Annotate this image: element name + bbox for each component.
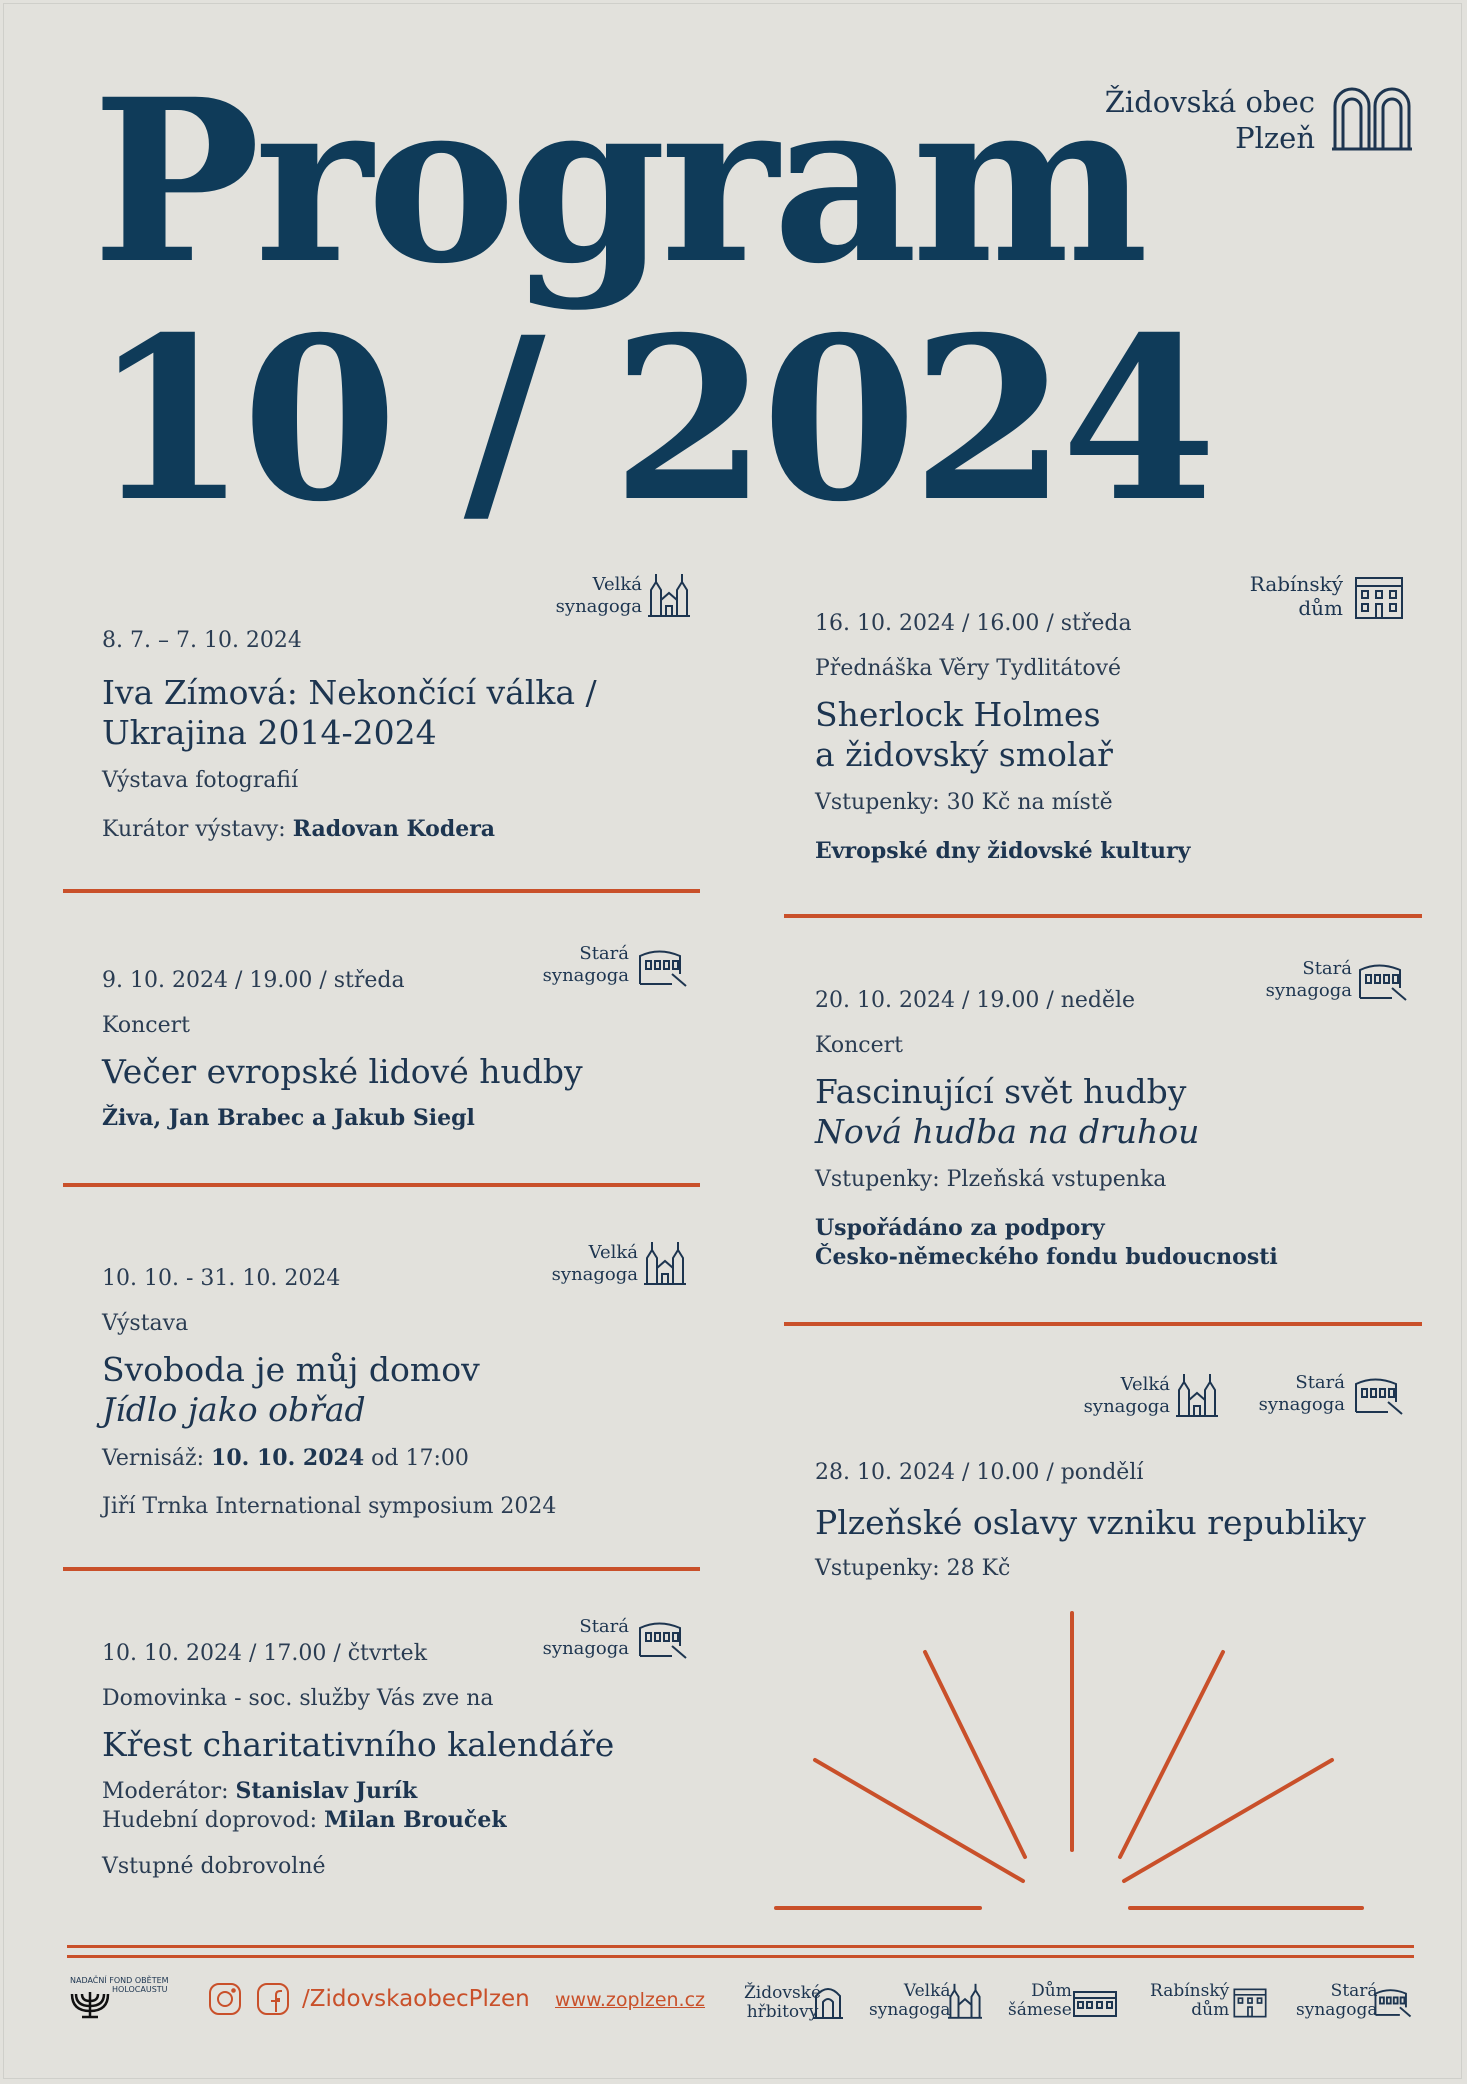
event-folk-concert bbox=[102, 968, 583, 1133]
event-note-line2: Česko-německého fondu budoucnosti bbox=[815, 1244, 1278, 1270]
event-entry: Vstupné dobrovolné bbox=[102, 1854, 326, 1879]
footer-place-old-synagogue: Stará synagoga bbox=[1296, 1981, 1378, 2020]
old-synagogue-icon bbox=[638, 946, 688, 988]
great-synagogue-icon bbox=[644, 1238, 686, 1286]
event-note: Evropské dny židovské kultury bbox=[815, 838, 1191, 864]
org-name bbox=[1105, 84, 1315, 156]
event-concert-fascinating bbox=[815, 988, 1278, 1272]
org-name-line1: Židovská obec bbox=[1104, 85, 1315, 119]
facebook-link[interactable]: /ZidovskaobecPlzen bbox=[302, 1986, 530, 2012]
event-tickets: Vstupenky: Plzeňská vstupenka bbox=[815, 1167, 1167, 1192]
event-vernissage: Vernisáž: 10. 10. 2024 od 17:00 bbox=[102, 1445, 469, 1471]
event-title-line1: Iva Zímová: Nekončící válka / bbox=[102, 673, 597, 712]
location-label: Stará synagoga bbox=[1265, 958, 1352, 1001]
great-synagogue-icon bbox=[948, 1980, 982, 2020]
event-date: 16. 10. 2024 / 16.00 / středa bbox=[815, 611, 1132, 636]
event-title: Křest charitativního kalendáře bbox=[102, 1725, 615, 1764]
event-title-line2: Ukrajina 2014-2024 bbox=[102, 713, 437, 752]
footer-place-rabbi-house: Rabínský dům bbox=[1150, 1981, 1230, 2020]
menorah-icon bbox=[70, 1990, 110, 2020]
event-title-italic: Nová hudba na druhou bbox=[815, 1112, 1200, 1151]
program-title: Program bbox=[92, 50, 1143, 313]
event-title: Fascinující svět hudby bbox=[815, 1072, 1187, 1111]
separator bbox=[784, 1322, 1422, 1326]
event-date: 8. 7. – 7. 10. 2024 bbox=[102, 628, 302, 653]
event-republic-celebration bbox=[815, 1460, 1366, 1583]
rabbi-house-icon bbox=[1354, 576, 1404, 620]
old-synagogue-icon bbox=[1373, 1986, 1413, 2018]
event-date: 10. 10. 2024 / 17.00 / čtvrtek bbox=[102, 1641, 428, 1666]
org-name-line2: Plzeň bbox=[1235, 121, 1315, 155]
event-exhibition-ukraine bbox=[102, 628, 597, 844]
footer-place-shamash-house: Dům šámese bbox=[1008, 1981, 1072, 2020]
location-label: Stará synagoga bbox=[542, 1616, 629, 1659]
event-lecture-sherlock bbox=[815, 611, 1190, 866]
old-synagogue-icon bbox=[1354, 1374, 1404, 1416]
location-label: Velká synagoga bbox=[551, 1242, 638, 1285]
location-label-secondary: Stará synagoga bbox=[1258, 1372, 1345, 1415]
sun-ray bbox=[1120, 1652, 1223, 1857]
cemetery-icon bbox=[813, 1982, 843, 2020]
event-title: Svoboda je můj domov bbox=[102, 1350, 480, 1389]
event-date: 9. 10. 2024 / 19.00 / středa bbox=[102, 968, 405, 993]
event-performers: Živa, Jan Brabec a Jakub Siegl bbox=[102, 1105, 475, 1131]
old-synagogue-icon bbox=[1358, 960, 1408, 1002]
event-exhibition-freedom bbox=[102, 1266, 556, 1521]
website-link[interactable]: www.zoplzen.cz bbox=[555, 1989, 706, 2011]
fund-name: NADAČNÍ FOND OBĚTEM HOLOCAUSTU bbox=[70, 1976, 169, 1994]
event-note: Jiří Trnka International symposium 2024 bbox=[102, 1494, 557, 1519]
event-date: 10. 10. - 31. 10. 2024 bbox=[102, 1266, 341, 1291]
location-label: Rabínský dům bbox=[1249, 572, 1343, 620]
sun-ray bbox=[925, 1652, 1025, 1857]
program-month: 10 / 2024 bbox=[92, 288, 1211, 551]
event-category: Koncert bbox=[815, 1033, 903, 1058]
footer-place-great-synagogue: Velká synagoga bbox=[869, 1981, 951, 2020]
org-logo-icon bbox=[1332, 86, 1412, 152]
footer-place-cemeteries: Židovské hřbitovy bbox=[744, 1983, 822, 2022]
event-tickets: Vstupenky: 28 Kč bbox=[815, 1556, 1011, 1581]
separator bbox=[784, 914, 1422, 918]
event-category: Domovinka - soc. služby Vás zve na bbox=[102, 1686, 494, 1711]
event-subtitle: Výstava fotografií bbox=[102, 768, 299, 793]
great-synagogue-icon bbox=[648, 570, 690, 618]
event-title-line2: a židovský smolař bbox=[815, 735, 1113, 774]
separator bbox=[63, 1183, 700, 1187]
sun-ray bbox=[815, 1760, 1023, 1881]
event-date: 28. 10. 2024 / 10.00 / pondělí bbox=[815, 1460, 1144, 1485]
old-synagogue-icon bbox=[638, 1618, 688, 1660]
footer-line bbox=[67, 1945, 1414, 1948]
sun-ray bbox=[1124, 1760, 1332, 1881]
event-title: Večer evropské lidové hudby bbox=[102, 1052, 583, 1091]
separator bbox=[63, 1567, 700, 1571]
location-label: Velká synagoga bbox=[555, 574, 642, 617]
facebook-icon[interactable] bbox=[256, 1982, 290, 2016]
event-title-line1: Sherlock Holmes bbox=[815, 695, 1101, 734]
event-moderator: Moderátor: Stanislav Jurík bbox=[102, 1778, 418, 1804]
event-tickets: Vstupenky: 30 Kč na místě bbox=[815, 790, 1113, 815]
event-category: Výstava bbox=[102, 1311, 189, 1336]
shamash-house-icon bbox=[1072, 1990, 1118, 2018]
location-label: Velká synagoga bbox=[1083, 1374, 1170, 1417]
event-title: Plzeňské oslavy vzniku republiky bbox=[815, 1503, 1366, 1542]
location-label: Stará synagoga bbox=[542, 943, 629, 986]
event-title-italic: Jídlo jako obřad bbox=[102, 1390, 366, 1429]
rabbi-house-icon bbox=[1232, 1988, 1268, 2018]
great-synagogue-icon bbox=[1176, 1370, 1218, 1418]
separator bbox=[63, 889, 700, 893]
event-date: 20. 10. 2024 / 19.00 / neděle bbox=[815, 988, 1136, 1013]
footer-line bbox=[67, 1955, 1414, 1958]
instagram-icon[interactable] bbox=[208, 1982, 242, 2016]
sunburst-decoration bbox=[770, 1605, 1370, 1915]
event-calendar-launch bbox=[102, 1641, 614, 1881]
event-note-line1: Uspořádáno za podpory bbox=[815, 1215, 1105, 1241]
event-music: Hudební doprovod: Milan Brouček bbox=[102, 1807, 507, 1833]
event-category: Koncert bbox=[102, 1013, 190, 1038]
event-curator: Kurátor výstavy: Radovan Kodera bbox=[102, 816, 496, 842]
event-category: Přednáška Věry Tydlitátové bbox=[815, 656, 1122, 681]
